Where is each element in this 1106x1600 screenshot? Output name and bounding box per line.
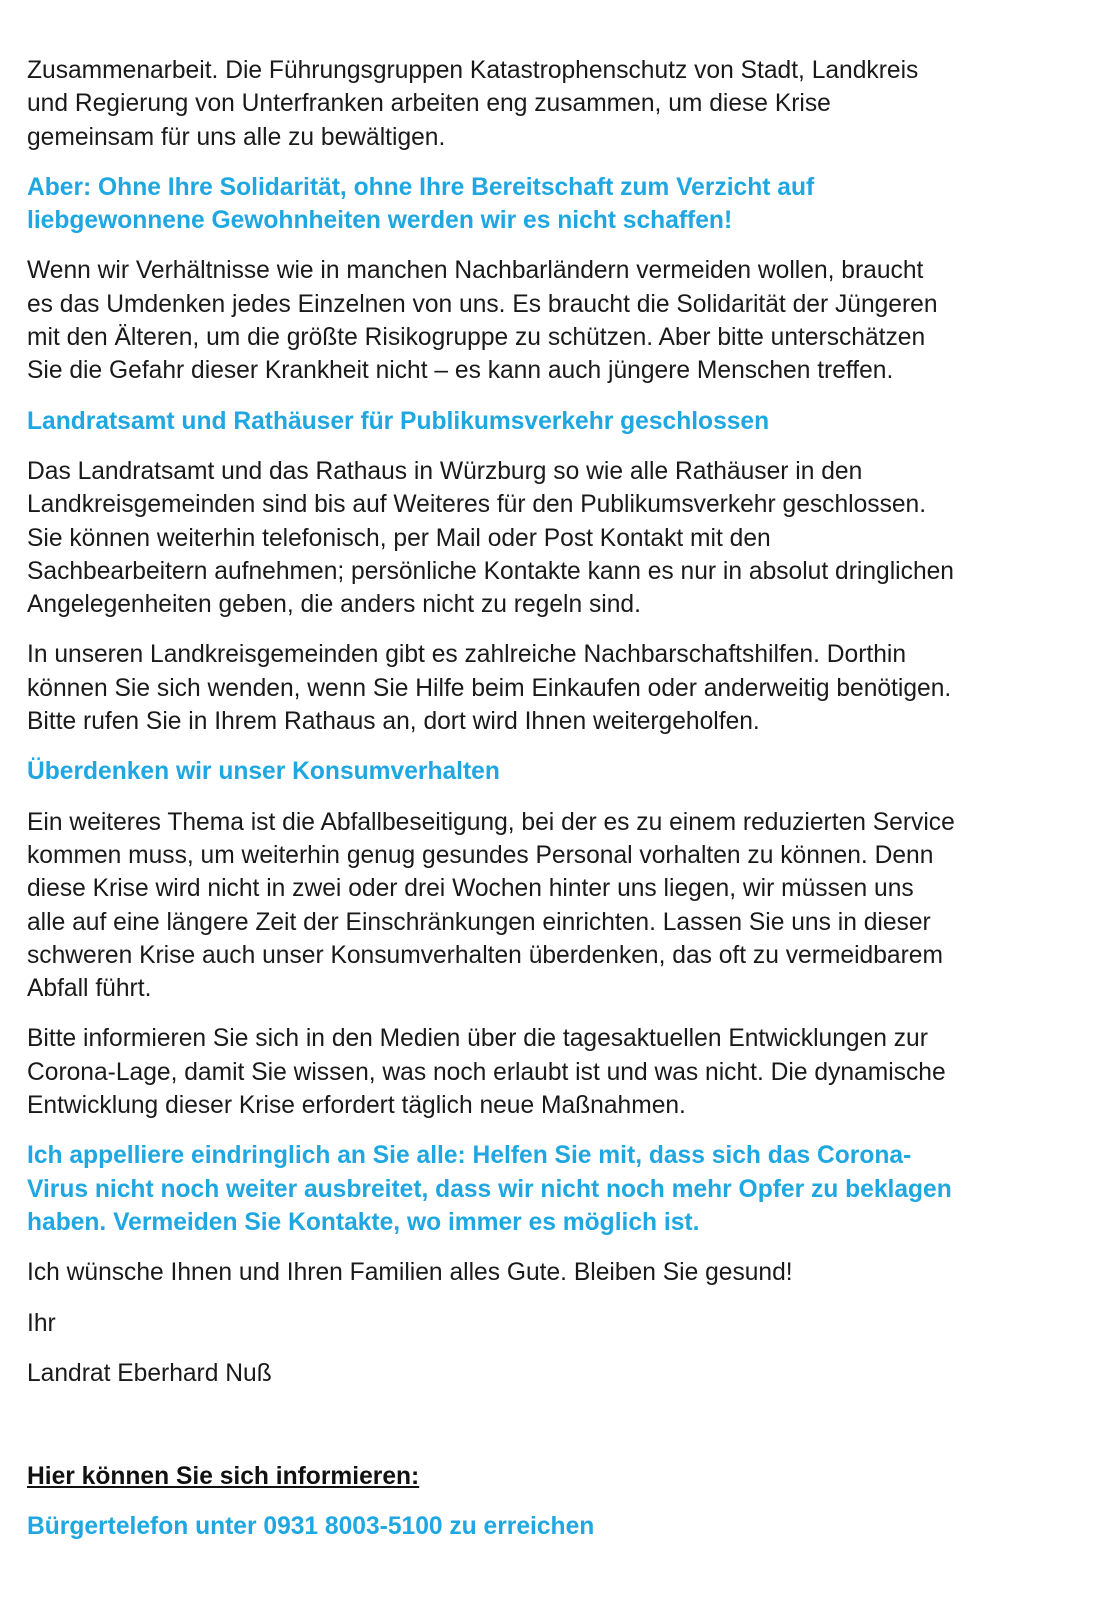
paragraph-neighborhood-help: In unseren Landkreisgemeinden gibt es zahlreiche Nachbarschaftshilfen. Dorthin können Sie sich wenden, wenn Sie Hilfe beim Einkaufen oder anderweitig benötigen. Bitte rufen Sie in Ihrem Rathaus an, dort wird Ihnen weitergeholfen.: [27, 641, 952, 736]
citizen-hotline-text: Bürgertelefon unter 0931 8003-5100 zu erreichen: [27, 1513, 595, 1541]
highlight-appeal: Ich appelliere eindringlich an Sie alle: Helfen Sie mit, dass sich das Corona- Virus nicht noch weiter ausbreitet, dass wir nicht noch mehr Opfer zu beklagen haben. Vermeiden Sie Kontakte, wo immer es möglich ist.: [27, 1142, 952, 1236]
paragraph-cooperation: Zusammenarbeit. Die Führungsgruppen Katastrophenschutz von Stadt, Landkreis und Regierung von Unterfranken arbeiten eng zusammen, um diese Krise gemeinsam für uns alle zu bewältigen.: [27, 57, 919, 151]
highlight-solidarity: Aber: Ohne Ihre Solidarität, ohne Ihre Bereitschaft zum Verzicht auf liebgewonnene Gewohnheiten werden wir es nicht schaffen!: [27, 173, 815, 235]
paragraph-offices-closed: Das Landratsamt und das Rathaus in Würzburg so wie alle Rathäuser in den Landkreisgemeinden sind bis auf Weiteres für den Publikumsverkehr geschlossen. Sie können weiterhin telefonisch, per Mail oder Post Kontakt mit den Sachbearbeitern aufnehmen; persönliche Kontakte kann es nur in absolut dringlichen Angelegenheiten geben, die anders nicht zu regeln sind.: [27, 457, 954, 619]
section-heading-offices-closed: Landratsamt und Rathäuser für Publikumsverkehr geschlossen: [27, 407, 770, 435]
paragraph-rethinking: Wenn wir Verhältnisse wie in manchen Nachbarländern vermeiden wollen, braucht es das Umdenken jedes Einzelnen von uns. Es braucht die Solidarität der Jüngeren mit den Älteren, um die größte Risikogruppe zu schützen. Aber bitte unterschätzen Sie die Gefahr dieser Krankheit nicht – es kann auch jüngere Menschen treffen.: [27, 257, 938, 385]
closing-text: Ihr: [27, 1309, 56, 1337]
letter-page: [27, 54, 1057, 1561]
section-heading-consumption: Überdenken wir unser Konsumverhalten: [27, 758, 500, 786]
paragraph-wishes: Ich wünsche Ihnen und Ihren Familien alles Gute. Bleiben Sie gesund!: [27, 1259, 793, 1287]
signature-text: Landrat Eberhard Nuß: [27, 1359, 272, 1387]
paragraph-media-info: Bitte informieren Sie sich in den Medien über die tagesaktuellen Entwicklungen zur Corona-Lage, damit Sie wissen, was noch erlaubt ist und was nicht. Die dynamische Entwicklung dieser Krise erfordert täglich neue Maßnahmen.: [27, 1025, 946, 1120]
info-heading: Hier können Sie sich informieren:: [27, 1463, 420, 1491]
paragraph-waste-disposal: Ein weiteres Thema ist die Abfallbeseitigung, bei der es zu einem reduzierten Service kommen muss, um weiterhin genug gesundes Personal vorhalten zu können. Denn diese Krise wird nicht in zwei oder drei Wochen hinter uns liegen, wir müssen uns alle auf eine längere Zeit der Einschränkungen einrichten. Lassen Sie uns in dieser schweren Krise auch unser Konsumverhalten überdenken, das oft zu vermeidbarem Abfall führt.: [27, 808, 955, 1003]
